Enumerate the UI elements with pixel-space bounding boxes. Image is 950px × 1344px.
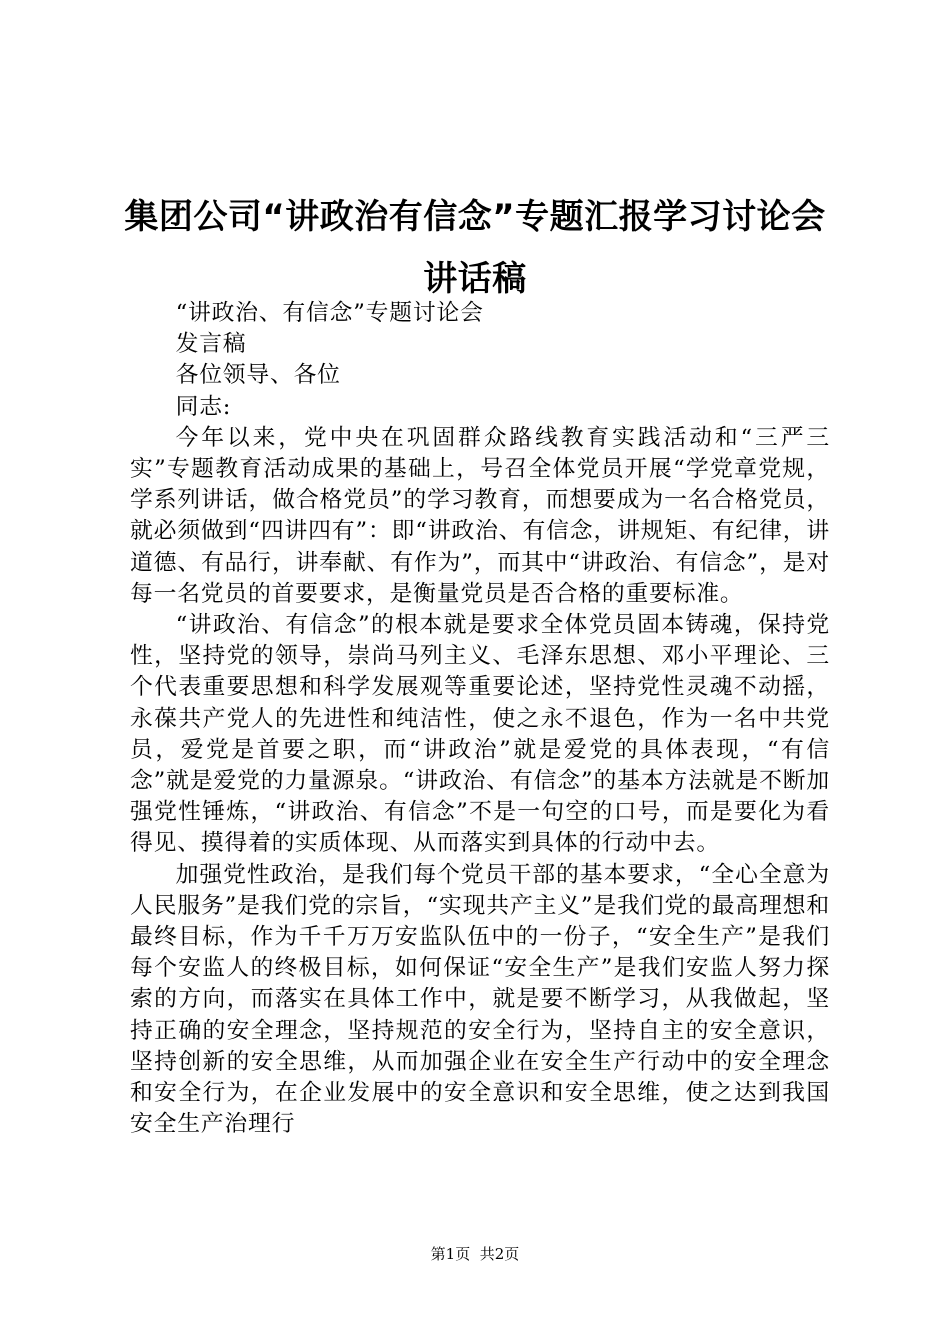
page-number: 第1页 xyxy=(430,1245,471,1263)
paragraph: 发言稿 xyxy=(175,331,247,358)
paragraph: 各位领导、各位 xyxy=(175,362,341,389)
paragraph: “讲政治、有信念”的根本就是要求全体党员固本铸魂，保持党性，坚持党的领导，崇尚马列主义、毛泽东思想、邓小平理论、三个代表重要思想和科学发展观等重要论述，坚持党性灵魂不动摇，永葆共产党人的先进性和纯洁性，使之永不退色，作为一名中共党员，爱党是首要之职，而“讲政治”就是爱党的具体表现，“有信念”就是爱党的力量源泉。“讲政治、有信念”的基本方法就是不断加强党性锤炼，“讲政治、有信念”不是一句空的口号，而是要化为看得见、摸得着的实质体现、从而落实到具体的行动中去。 xyxy=(130,612,830,857)
paragraph: 加强党性政治，是我们每个党员干部的基本要求，“全心全意为人民服务”是我们党的宗旨，“实现共产主义”是我们党的最高理想和最终目标，作为千千万万安监队伍中的一份子，“安全生产”是我们每个安监人的终极目标，如何保证“安全生产”是我们安监人努力探索的方向，而落实在具体工作中，就是要不断学习，从我做起，坚持正确的安全理念，坚持规范的安全行为，坚持自主的安全意识，坚持创新的安全思维，从而加强企业在安全生产行动中的安全理念和安全行为，在企业发展中的安全意识和安全思维，使之达到我国安全生产治理行 xyxy=(130,861,830,1138)
page-total: 共2页 xyxy=(479,1245,520,1263)
paragraph: 同志: xyxy=(175,393,232,420)
document-title: 集团公司“讲政治有信念”专题汇报学习讨论会讲话稿 xyxy=(124,197,826,299)
document-body xyxy=(130,298,830,1140)
paragraph: 今年以来，党中央在巩固群众路线教育实践活动和“三严三实”专题教育活动成果的基础上，号召全体党员开展“学党章党规，学系列讲话，做合格党员”的学习教育，而想要成为一名合格党员，就必须做到“四讲四有”：即“讲政治、有信念，讲规矩、有纪律，讲道德、有品行，讲奉献、有作为”，而其中“讲政治、有信念”，是对每一名党员的首要要求，是衡量党员是否合格的重要标准。 xyxy=(130,424,830,607)
paragraph: “讲政治、有信念”专题讨论会 xyxy=(175,300,484,326)
page-footer xyxy=(0,1244,950,1264)
